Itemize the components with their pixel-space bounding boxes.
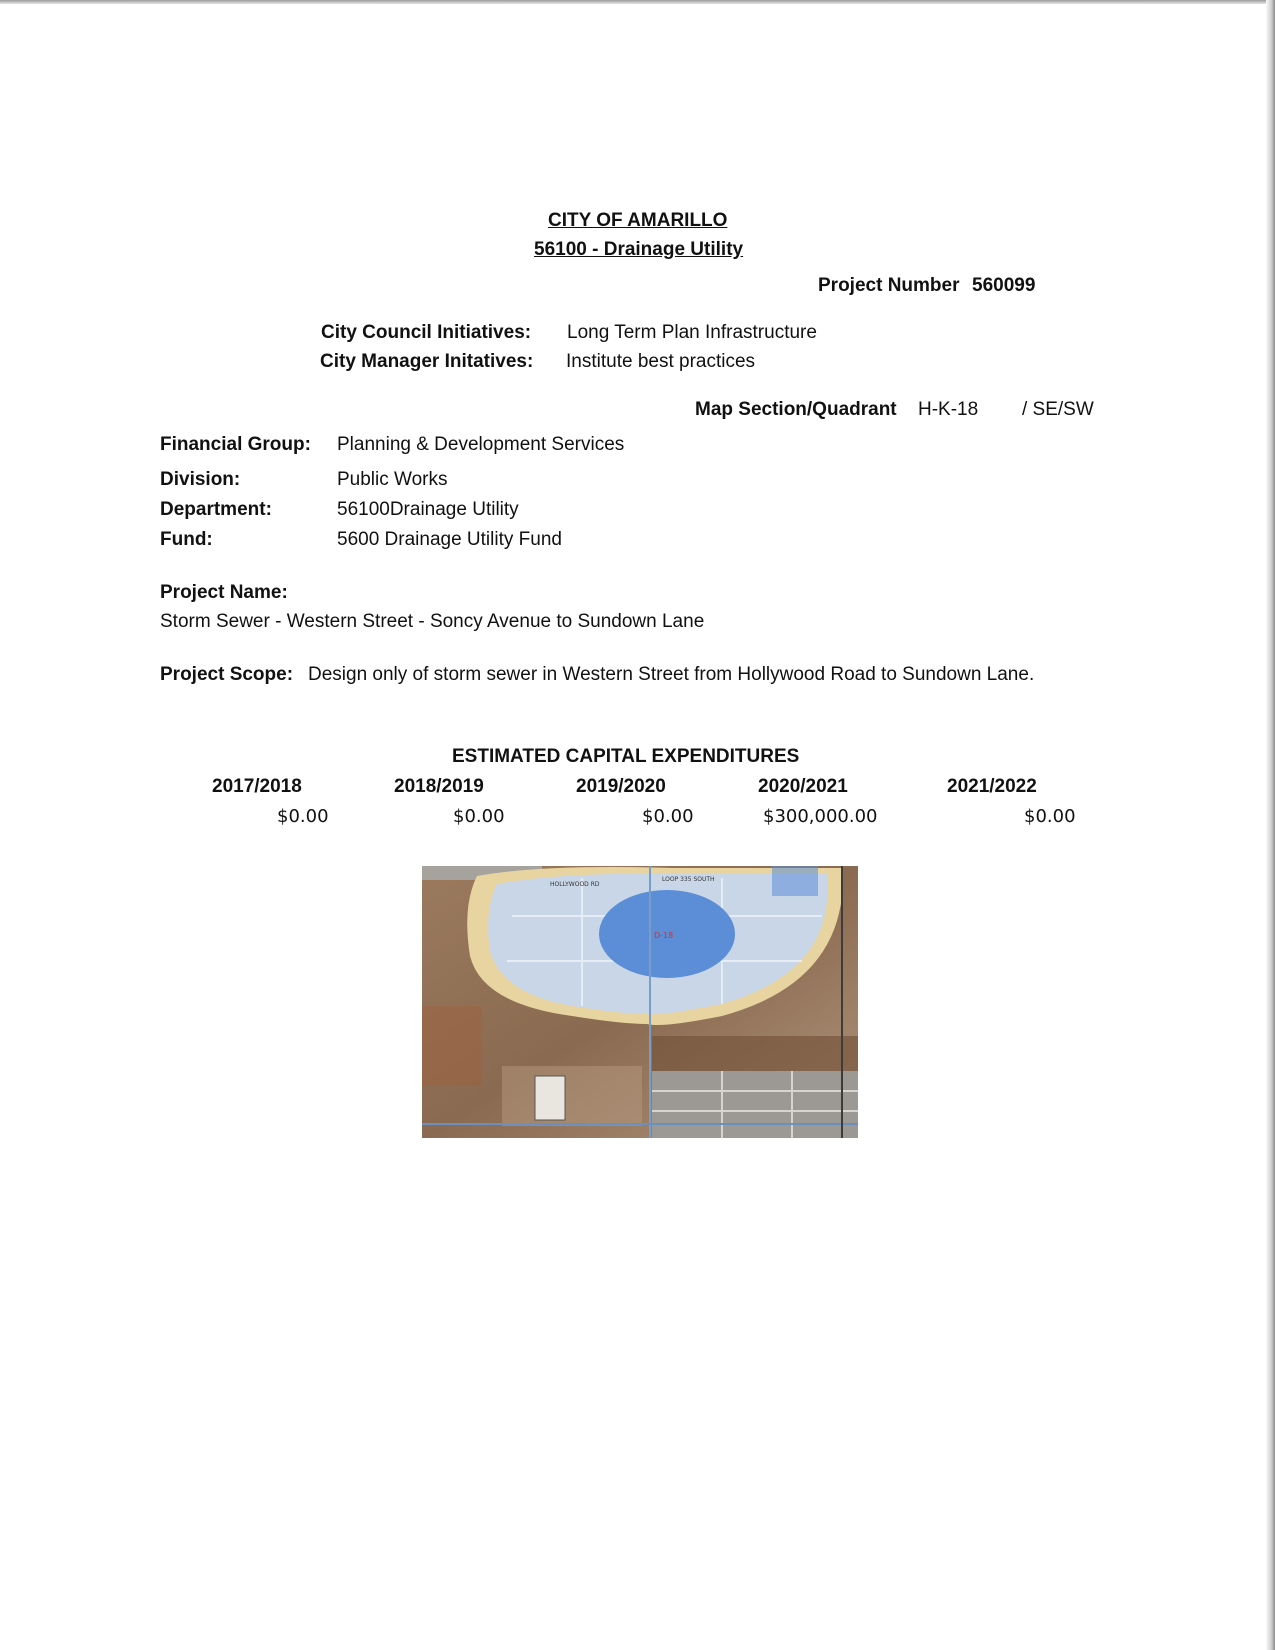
map-section-label: Map Section/Quadrant (695, 399, 897, 420)
amount-value: $300,000.00 (763, 806, 878, 827)
project-scope-label: Project Scope: (160, 664, 294, 685)
map-developed-area (652, 1071, 858, 1138)
map-road-label: HOLLYWOOD RD (550, 881, 600, 888)
year-header: 2017/2018 (212, 776, 302, 797)
division-value: Public Works (337, 469, 448, 490)
year-header: 2018/2019 (394, 776, 484, 797)
department-label: Department: (160, 499, 272, 520)
fund-label: Fund: (160, 529, 213, 550)
svg-text:D-18: D-18 (654, 931, 674, 940)
department-value: 56100Drainage Utility (337, 499, 519, 520)
manager-initiatives-value: Institute best practices (566, 351, 756, 372)
year-header: 2019/2020 (576, 776, 666, 797)
amount-value: $0.00 (453, 806, 505, 827)
project-name-label: Project Name: (160, 582, 288, 603)
project-scope-value: Design only of storm sewer in Western Street from Hollywood Road to Sundown Lane. (308, 664, 1035, 685)
council-initiatives-label: City Council Initiatives: (321, 322, 532, 343)
amount-value: $0.00 (642, 806, 694, 827)
city-title: CITY OF AMARILLO (548, 210, 728, 231)
map-building (535, 1076, 565, 1120)
project-name-value: Storm Sewer - Western Street - Soncy Avenue to Sundown Lane (160, 611, 705, 632)
council-initiatives-value: Long Term Plan Infrastructure (567, 322, 817, 343)
project-number-label: Project Number (818, 275, 960, 296)
expenditures-title: ESTIMATED CAPITAL EXPENDITURES (452, 746, 800, 767)
manager-initiatives-label: City Manager Initatives: (320, 351, 534, 372)
scan-edge-right (1266, 0, 1275, 1650)
amount-value: $0.00 (1024, 806, 1076, 827)
year-header: 2020/2021 (758, 776, 848, 797)
map-road-label: LOOP 335 SOUTH (662, 876, 715, 883)
project-location-map (422, 866, 858, 1138)
year-header: 2021/2022 (947, 776, 1037, 797)
department-title: 56100 - Drainage Utility (534, 239, 744, 260)
project-number-value: 560099 (972, 275, 1036, 296)
amount-value: $0.00 (277, 806, 329, 827)
map-section-value: H-K-18 (918, 399, 979, 420)
financial-group-value: Planning & Development Services (337, 434, 625, 455)
scan-edge-top (0, 0, 1275, 4)
fund-value: 5600 Drainage Utility Fund (337, 529, 562, 550)
financial-group-label: Financial Group: (160, 434, 311, 455)
map-quadrant-value: / SE/SW (1022, 399, 1094, 420)
division-label: Division: (160, 469, 241, 490)
